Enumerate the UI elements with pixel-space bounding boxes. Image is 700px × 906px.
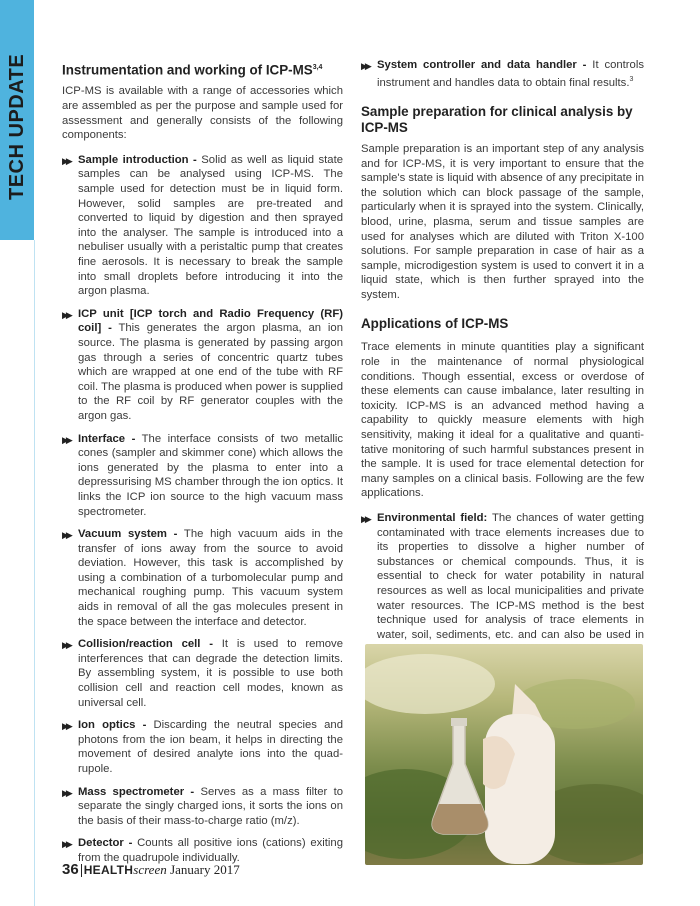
list-item <box>62 637 343 710</box>
double-arrow-icon: ▶▶ <box>62 309 70 320</box>
item-text: Discarding the neutral species and photons from the ion beam, it helps in directing the movement of desired analyte ions into the quad-rupole. <box>78 719 343 775</box>
list-item <box>62 718 343 776</box>
list-item <box>62 527 343 629</box>
applications-list <box>361 511 644 657</box>
double-arrow-icon: ▶▶ <box>361 61 369 71</box>
magazine-logo-bold: HEALTH <box>83 863 134 877</box>
item-label: Mass spectrometer - <box>78 785 195 798</box>
instrumentation-intro: ICP-MS is available with a range of accessories which are assembled as per the purpose and sample used for assessment and generally consists of the following components: <box>62 85 343 142</box>
list-item <box>62 153 343 299</box>
item-label: Interface - <box>78 432 136 445</box>
double-arrow-icon: ▶▶ <box>62 530 70 541</box>
margin-rule <box>34 240 35 906</box>
applications-heading: Applications of ICP-MS <box>361 316 509 332</box>
item-text: Counts all positive ions (cations) exiting from the quadrupole individually. <box>78 837 343 864</box>
double-arrow-icon: ▶▶ <box>62 839 70 850</box>
item-text: It controls instrument and handles data to obtain final results. <box>377 59 644 89</box>
item-label: Vacuum system - <box>78 528 178 541</box>
double-arrow-icon: ▶▶ <box>62 721 70 732</box>
left-column <box>62 60 343 874</box>
photo-illustration <box>365 644 643 865</box>
list-item <box>62 432 343 520</box>
sample-prep-body: Sample preparation is an important step of any analysis and for ICP-MS, it is very important to ensure that the sample's state is liquid with absence of any precipitate in the solution which can block passage of the sample, particularly when it is sprayed into the system. Clinically, blood, urine, plasma, serum and tissue samples are used for analyses which are diluted with Triton X-100 solutions. For sample preparation in case of hair as a sample, microdigestion system is used to convert it in a liquid state, which is then further sprayed into the system. <box>361 142 644 301</box>
water-flask-photo <box>365 644 643 865</box>
item-text: The chances of water getting contaminated with trace elements increases due to its properties to dissolve a higher number of substances or chemical compounds. Thus, it is essential to check for water potability in natural resources as well as local municipalities and private water resources. The ICP-MS method is the best technique used for analysis of trace elements in water, soil, sediments, etc. and can also be used in <box>377 512 644 641</box>
list-item <box>361 511 644 657</box>
item-label: Collision/reaction cell - <box>78 638 213 651</box>
item-text: Serves as a mass filter to separate the singly charged ions, it sorts the ions on the basis of their mass-to-charge ratio (m/z). <box>78 785 343 827</box>
instrumentation-heading <box>62 60 343 78</box>
item-label: ICP unit [ICP torch and Radio Frequency (RF) coil] - <box>78 307 343 335</box>
continued-list <box>361 58 644 90</box>
double-arrow-icon: ▶▶ <box>62 787 70 798</box>
double-arrow-icon: ▶▶ <box>361 514 369 525</box>
item-label: Sample introduction - <box>78 153 197 166</box>
applications-body: Trace elements in minute quantities play a significant role in the maintenance of normal physiological conditions. Though essential, excess or overdose of these elements can cause imbalance, later resulting in toxicity. ICP-MS is an advanced method having a capability to quickly measure elements with high sensitivity, making it ideal for a qualitative and quanti-tative monitoring of such harmful substances present in the sample. It is used for trace elemental detection for many samples on a clinical basis. Following are the few applications. <box>361 341 644 500</box>
item-text: The interface consists of two metallic cones (sampler and skimmer cone) which allows the ions generated by the plasma to enter into a depressurising MS chamber through the ion optics. It links the ICP ion source to the high vacuum mass spectrometer. <box>78 432 343 518</box>
list-item <box>62 307 343 424</box>
component-list <box>62 153 343 866</box>
list-item <box>62 785 343 829</box>
double-arrow-icon: ▶▶ <box>62 155 70 166</box>
instrumentation-heading-text: Instrumentation and working of ICP-MS <box>62 62 313 78</box>
item-text: Solid as well as liquid state samples can be analysed using ICP-MS. The sample used for detection must be in liquid form. However, solid samples are pre-treated and converted to liquid by digestion and then sprayed into the analyser. The sample is introduced into a nebuliser usually with a peristaltic pump that creates fine aerosols. It is necessary to break the sample into small droplets before introducing it into the argon plasma. <box>78 153 343 298</box>
item-text: The high vacuum aids in the transfer of ions away from the source to avoid deviation. However, this task is accomplished by using a combination of a turbomolecular pump and mechanical roughing pump. This vacuum system aids in removal of all the gas molecules present in the space between the interface and detector. <box>78 528 343 628</box>
item-label: Detector - <box>78 837 133 850</box>
page-number: 36 <box>62 861 79 878</box>
item-label: Ion optics - <box>78 719 147 732</box>
footer-divider <box>81 864 82 877</box>
double-arrow-icon: ▶▶ <box>62 640 70 651</box>
item-text: It is used to remove interferences that can degrade the detection limits. By assembling system, it is possible to use both collision cell and reaction cell modes, known as universal cell. <box>78 638 343 709</box>
list-item <box>361 58 644 90</box>
item-label: System controller and data handler - <box>377 59 587 71</box>
section-tab-label: TECH UPDATE <box>6 53 28 200</box>
item-text: This generates the argon plasma, an ion source. The plasma is generated by passing argon gas through a series of concentric quartz tubes which are wrapped at one end of the tube with RF coil. The plasma is produced when power is supplied to the RF coil by RF generator couples with the argon gas. <box>78 322 343 422</box>
issue-date: January 2017 <box>170 862 240 877</box>
double-arrow-icon: ▶▶ <box>62 434 70 445</box>
page-footer <box>62 861 240 878</box>
right-column <box>361 58 644 665</box>
sample-prep-heading: Sample preparation for clinical analysis by ICP-MS <box>361 103 633 135</box>
magazine-logo-script: screen <box>133 862 167 877</box>
heading-citation: 3,4 <box>312 64 323 71</box>
item-citation: 3 <box>629 75 634 83</box>
item-label: Environmental field: <box>377 512 488 525</box>
